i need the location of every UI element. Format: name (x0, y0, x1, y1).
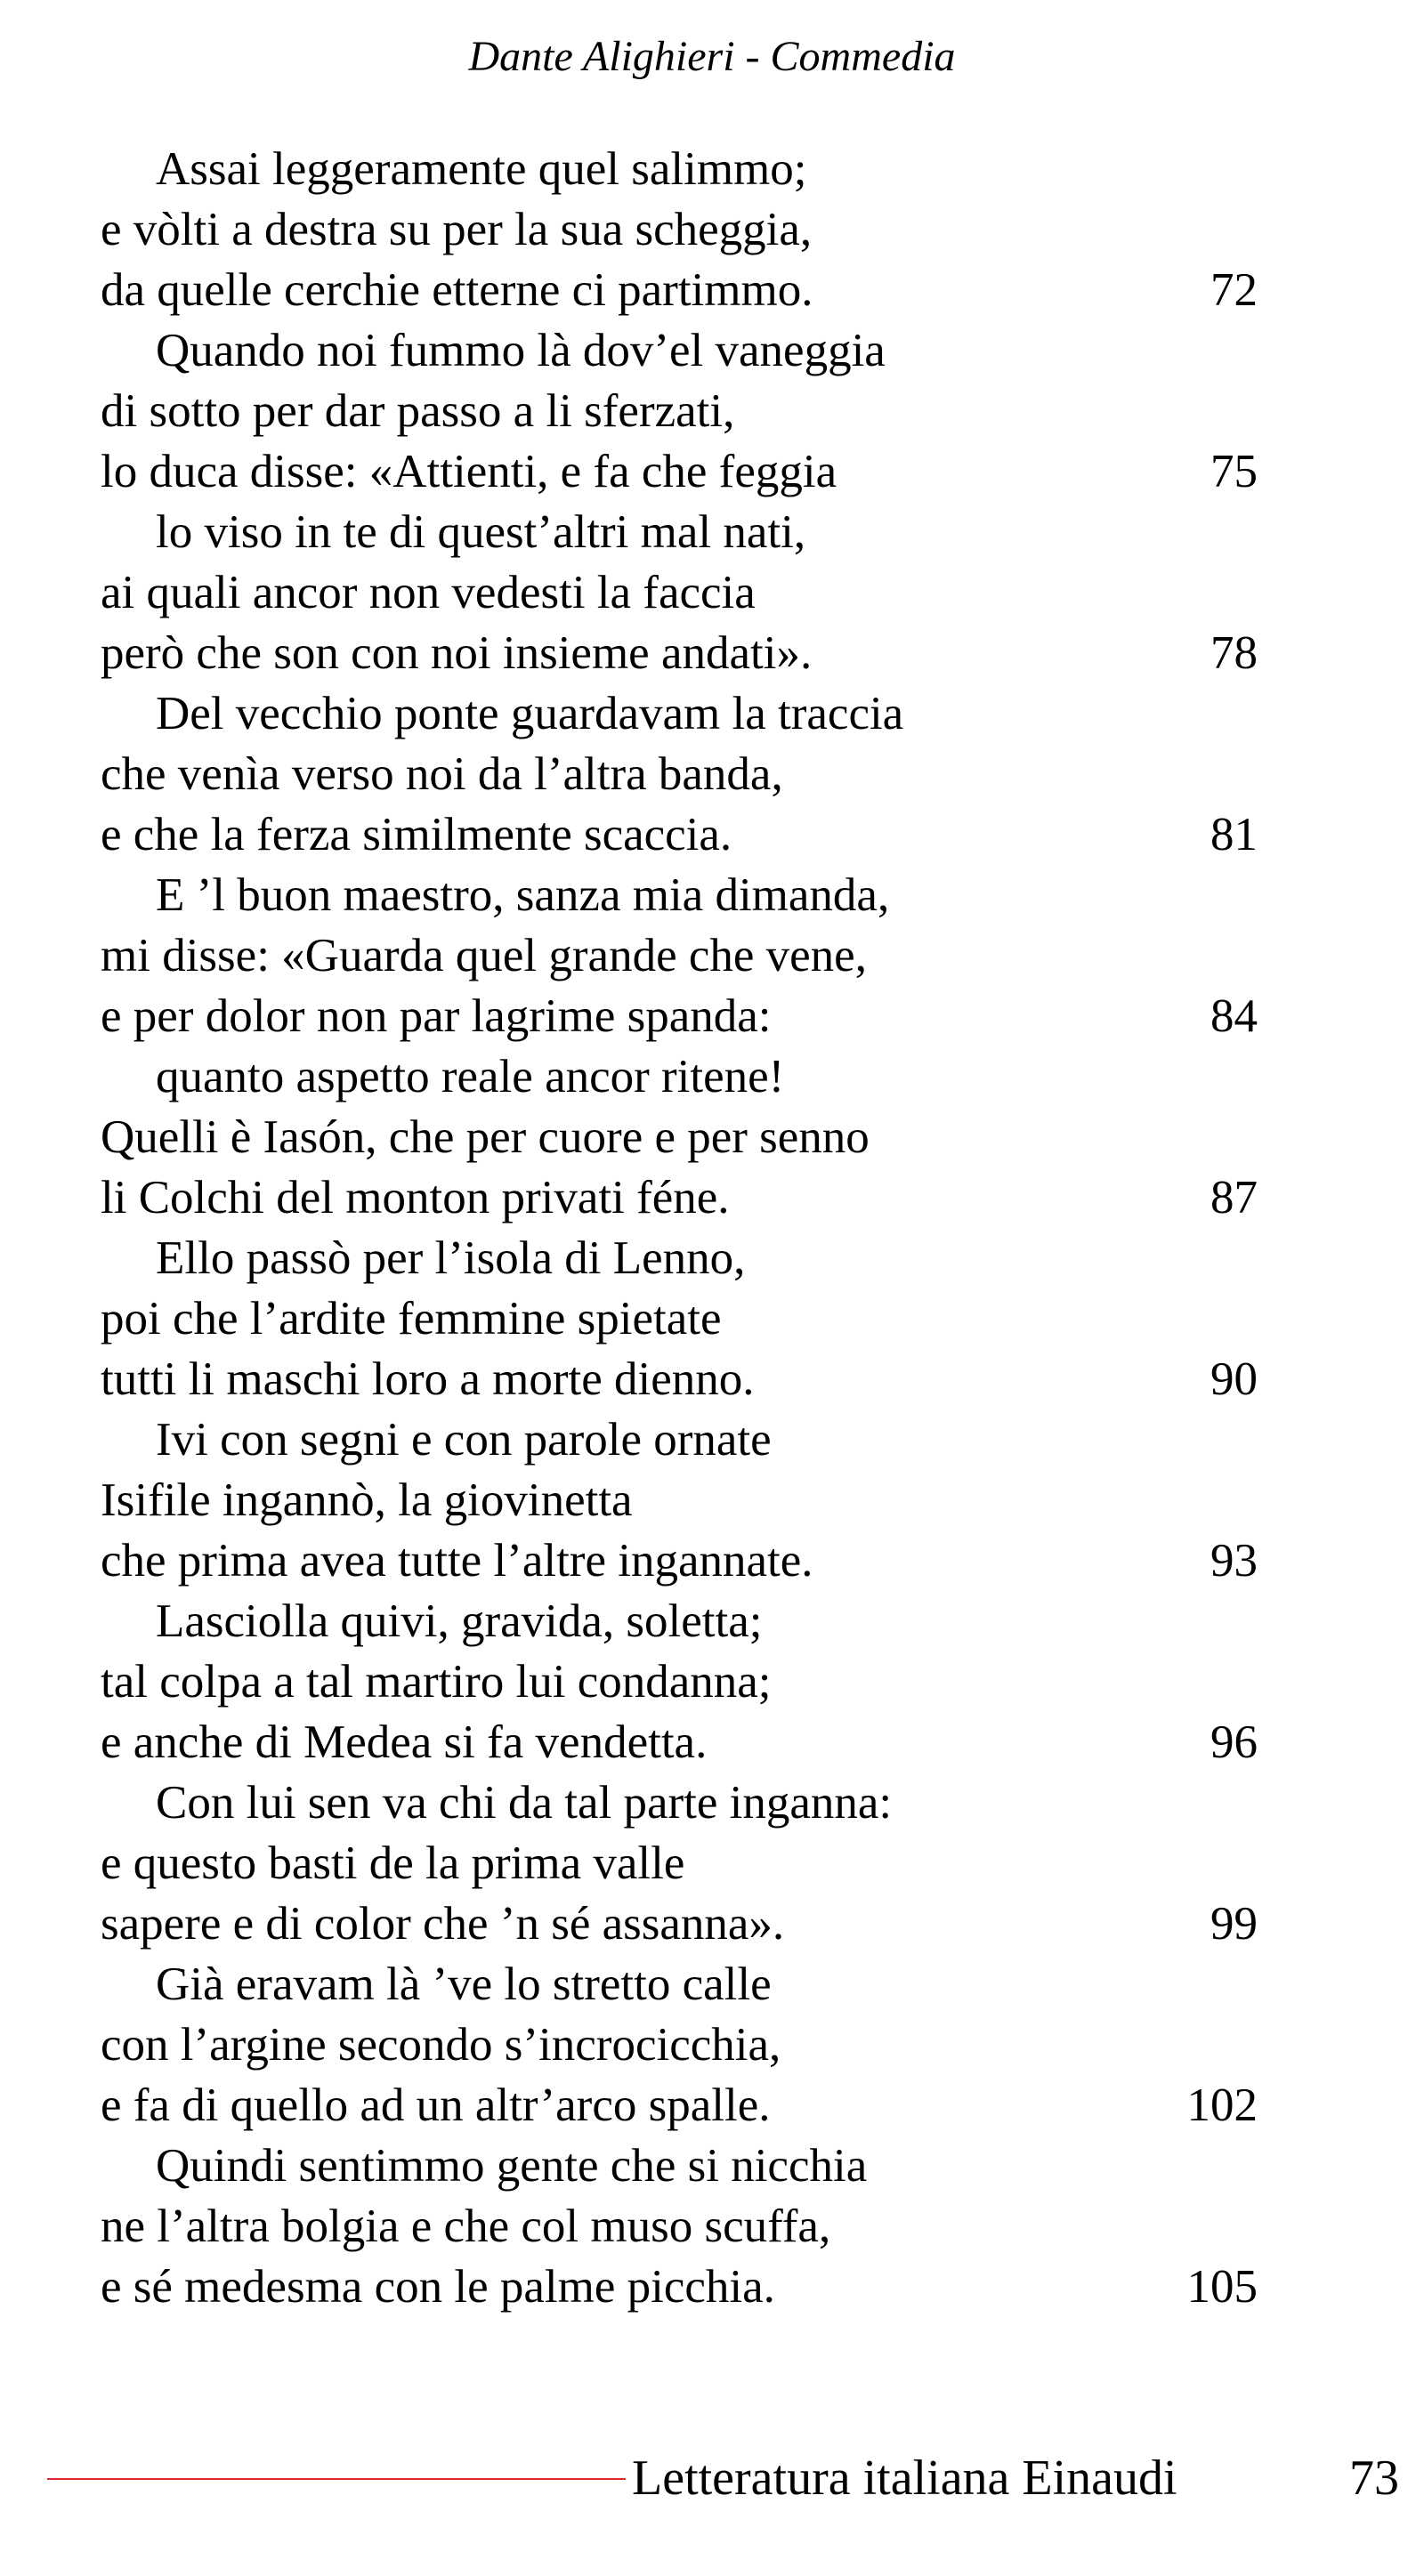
line-number: 78 (1210, 627, 1258, 679)
line-number: 99 (1210, 1898, 1258, 1950)
verse-text: e fa di quello ad un altr’arco spalle. (101, 2079, 771, 2131)
verse-text: Lasciolla quivi, gravida, soletta; (156, 1595, 763, 1647)
page-number: 73 (1349, 2451, 1399, 2506)
verse-text: tal colpa a tal martiro lui condanna; (101, 1656, 772, 1708)
verse-text: li Colchi del monton privati féne. (101, 1172, 730, 1223)
verse-line (101, 1409, 1258, 1470)
verse-line (101, 2136, 1258, 2196)
verse-line (101, 1349, 1258, 1409)
verse-line (101, 562, 1258, 623)
footer-rule (47, 2478, 626, 2480)
verse-text: Quindi sentimmo gente che si nicchia (156, 2140, 868, 2192)
verse-line (101, 2015, 1258, 2075)
verse-text: poi che l’ardite femmine spietate (101, 1293, 722, 1345)
verse-text: sapere e di color che ’n sé assanna». (101, 1898, 785, 1950)
verse-line (101, 1470, 1258, 1530)
verse-text: tutti li maschi loro a morte dienno. (101, 1353, 755, 1405)
verse-text: Quelli è Iasón, che per cuore e per senno (101, 1111, 870, 1163)
verse-line (101, 1530, 1258, 1591)
verse-text: ne l’altra bolgia e che col muso scuffa, (101, 2201, 831, 2252)
verse-text: e sé medesma con le palme picchia. (101, 2261, 775, 2313)
verse-text: Quando noi fummo là dov’el vaneggia (156, 325, 886, 376)
verse-line (101, 260, 1258, 320)
line-number: 90 (1210, 1353, 1258, 1405)
line-number: 72 (1210, 264, 1258, 316)
verse-line (101, 2196, 1258, 2257)
line-number: 87 (1210, 1172, 1258, 1223)
publisher-name: Letteratura italiana Einaudi (632, 2451, 1177, 2506)
line-number: 84 (1210, 990, 1258, 1042)
verse-line (101, 623, 1258, 683)
verse-line (101, 986, 1258, 1046)
verse-line (101, 2075, 1258, 2136)
running-title: Dante Alighieri - Commedia (468, 33, 956, 80)
verse-line (101, 320, 1258, 381)
verse-text: e per dolor non par lagrime spanda: (101, 990, 772, 1042)
verse-line (101, 1773, 1258, 1833)
verse-text: di sotto per dar passo a li sferzati, (101, 385, 735, 437)
verse-line (101, 441, 1258, 502)
verse-line (101, 865, 1258, 925)
verse-text: mi disse: «Guarda quel grande che vene, (101, 930, 867, 981)
verse-line (101, 1651, 1258, 1712)
verse-line (101, 1046, 1258, 1107)
verse-line (101, 1288, 1258, 1349)
verse-text: che venìa verso noi da l’altra banda, (101, 748, 783, 800)
verse-text: Isifile ingannò, la giovinetta (101, 1474, 633, 1526)
verse-text: ai quali ancor non vedesti la faccia (101, 567, 756, 618)
verse-line (101, 1107, 1258, 1167)
running-header (0, 30, 1424, 84)
verse-text: però che son con noi insieme andati». (101, 627, 813, 679)
verse-line (101, 1591, 1258, 1651)
verse-text: Ivi con segni e con parole ornate (156, 1414, 772, 1466)
line-number: 105 (1186, 2261, 1258, 2313)
verse-text: lo duca disse: «Attienti, e fa che feggia (101, 446, 837, 497)
verse-line (101, 1954, 1258, 2015)
verse-block (101, 139, 1258, 2317)
page-footer (0, 2443, 1424, 2514)
verse-text: e che la ferza similmente scaccia. (101, 809, 732, 860)
verse-line (101, 381, 1258, 441)
verse-text: Assai leggeramente quel salimmo; (156, 143, 807, 195)
verse-line (101, 683, 1258, 744)
verse-text: e anche di Medea si fa vendetta. (101, 1716, 708, 1768)
verse-line (101, 1167, 1258, 1228)
verse-line (101, 502, 1258, 562)
verse-line (101, 1712, 1258, 1773)
verse-text: da quelle cerchie etterne ci partimmo. (101, 264, 813, 316)
verse-line (101, 139, 1258, 199)
verse-line (101, 1894, 1258, 1954)
verse-text: quanto aspetto reale ancor ritene! (156, 1051, 785, 1102)
verse-line (101, 804, 1258, 865)
verse-text: Ello passò per l’isola di Lenno, (156, 1232, 746, 1284)
verse-text: lo viso in te di quest’altri mal nati, (156, 506, 806, 558)
verse-text: e questo basti de la prima valle (101, 1837, 685, 1889)
verse-line (101, 1228, 1258, 1288)
verse-line (101, 199, 1258, 260)
line-number: 102 (1186, 2079, 1258, 2131)
line-number: 93 (1210, 1535, 1258, 1587)
verse-text: Del vecchio ponte guardavam la traccia (156, 688, 904, 739)
verse-text: E ’l buon maestro, sanza mia dimanda, (156, 869, 890, 921)
line-number: 75 (1210, 446, 1258, 497)
verse-text: con l’argine secondo s’incrocicchia, (101, 2019, 781, 2071)
verse-line (101, 925, 1258, 986)
line-number: 81 (1210, 809, 1258, 860)
verse-line (101, 744, 1258, 804)
verse-text: Con lui sen va chi da tal parte inganna: (156, 1777, 893, 1829)
verse-line (101, 2257, 1258, 2317)
verse-text: che prima avea tutte l’altre ingannate. (101, 1535, 813, 1587)
verse-text: Già eravam là ’ve lo stretto calle (156, 1958, 772, 2010)
verse-line (101, 1833, 1258, 1894)
verse-text: e vòlti a destra su per la sua scheggia, (101, 204, 813, 255)
line-number: 96 (1210, 1716, 1258, 1768)
